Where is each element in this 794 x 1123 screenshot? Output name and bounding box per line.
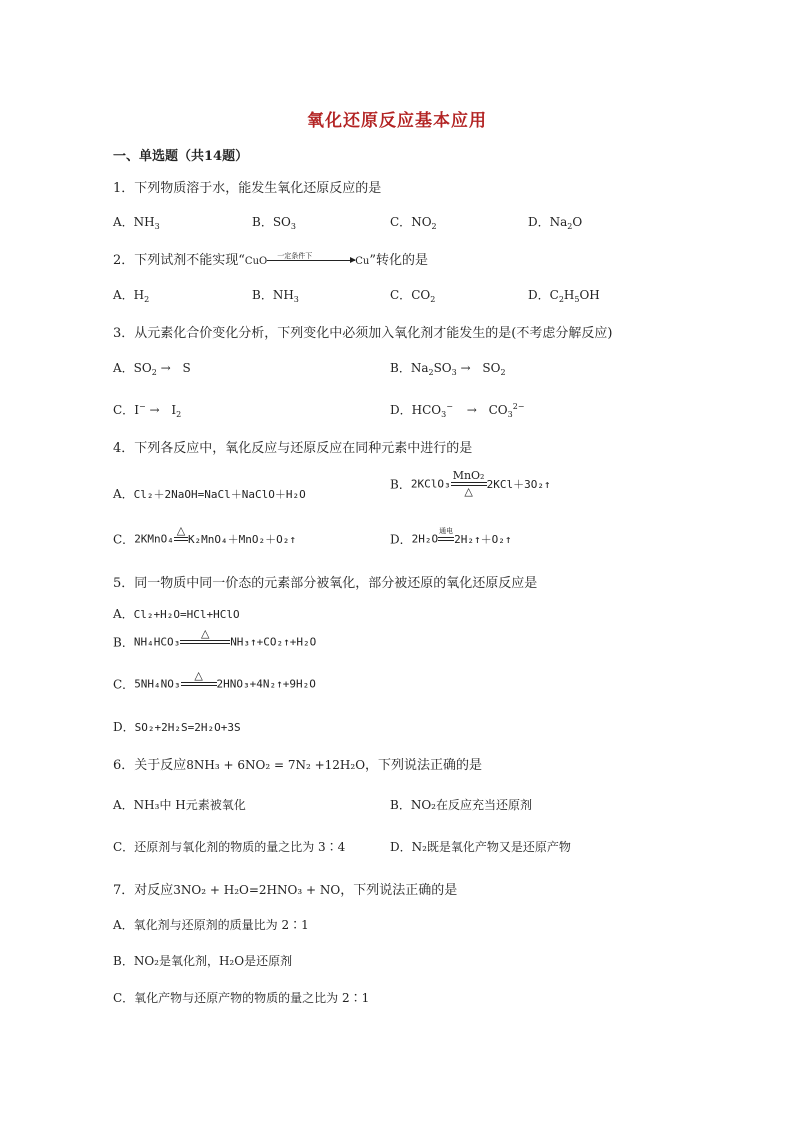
- question-6-stem: 6．关于反应8NH₃ + 6NO₂ = 7N₂ +12H₂O，下列说法正确的是: [113, 758, 483, 773]
- q7-option-c: C．氧化产物与还原产物的物质的量之比为 2∶1: [113, 991, 370, 1005]
- q1-option-b: B．$SO_3$: [252, 215, 296, 231]
- q3-option-a: A．$SO_2 \to S$: [113, 361, 191, 377]
- q4-option-b: B．2KClO₃ MnO₂ △ 2KCl＋3O₂↑: [390, 469, 551, 498]
- q4-option-d: D．2H₂O 通电 2H₂↑＋O₂↑: [390, 527, 512, 547]
- q1-option-a: A．$NH_3$: [113, 215, 160, 231]
- question-1-stem: 1．下列物质溶于水，能发生氧化还原反应的是: [113, 181, 382, 196]
- section-heading: 一、单选题（共14题）: [113, 149, 249, 164]
- q6-option-b: B．NO₂在反应充当还原剂: [390, 798, 532, 812]
- q5-option-c: C．5NH₄NO₃ △ 2HNO₃+4N₂↑+9H₂O: [113, 669, 316, 692]
- question-5-stem: 5．同一物质中同一价态的元素部分被氧化，部分被还原的氧化还原反应是: [113, 576, 538, 591]
- q2-option-b: B．$NH_3$: [252, 288, 299, 304]
- q1-option-c: C．$NO_2$: [390, 215, 437, 231]
- question-7-stem: 7．对反应3NO₂ + H₂O=2HNO₃ + NO，下列说法正确的是: [113, 883, 458, 898]
- q5-option-b: B．NH₄HCO₃ △ NH₃↑+CO₂↑+H₂O: [113, 627, 317, 650]
- q6-option-c: C．还原剂与氧化剂的物质的量之比为 3∶4: [113, 840, 346, 854]
- q1-option-d: D．$Na_2O$: [528, 215, 583, 231]
- q7-option-a: A．氧化剂与还原剂的质量比为 2∶1: [113, 918, 309, 932]
- reaction-arrow: 一定条件下: [267, 260, 355, 261]
- question-4-stem: 4．下列各反应中，氧化反应与还原反应在同种元素中进行的是: [113, 441, 473, 456]
- q5-option-a: A．Cl₂+H₂O=HCl+HClO: [113, 607, 240, 621]
- q7-option-b: B．NO₂是氧化剂，H₂O是还原剂: [113, 954, 293, 968]
- q3-option-c: C．$I^- \to I_2$: [113, 402, 182, 419]
- q6-option-d: D．N₂既是氧化产物又是还原产物: [390, 840, 571, 854]
- q6-option-a: A．NH₃中 H元素被氧化: [113, 798, 246, 812]
- question-2-stem: 2．下列试剂不能实现“CuO 一定条件下 Cu”转化的是: [113, 252, 428, 268]
- q2-option-c: C．$CO_2$: [390, 288, 436, 304]
- question-3-stem: 3．从元素化合价变化分析，下列变化中必须加入氧化剂才能发生的是(不考虑分解反应): [113, 326, 613, 341]
- q2-option-d: D．$C_2H_5OH$: [528, 288, 600, 304]
- document-title: 氧化还原反应基本应用: [307, 111, 487, 131]
- q3-option-d: D．$HCO_3^- \to CO_3^{2-}$: [390, 402, 525, 419]
- q2-option-a: A．$H_2$: [113, 288, 150, 304]
- q3-option-b: B．$Na_2SO_3 \to SO_2$: [390, 361, 506, 377]
- q5-option-d: D．SO₂+2H₂S=2H₂O+3S: [113, 720, 241, 734]
- q4-option-a: A．Cl₂＋2NaOH=NaCl＋NaClO＋H₂O: [113, 487, 306, 501]
- q4-option-c: C．2KMnO₄ △ K₂MnO₄＋MnO₂＋O₂↑: [113, 524, 297, 547]
